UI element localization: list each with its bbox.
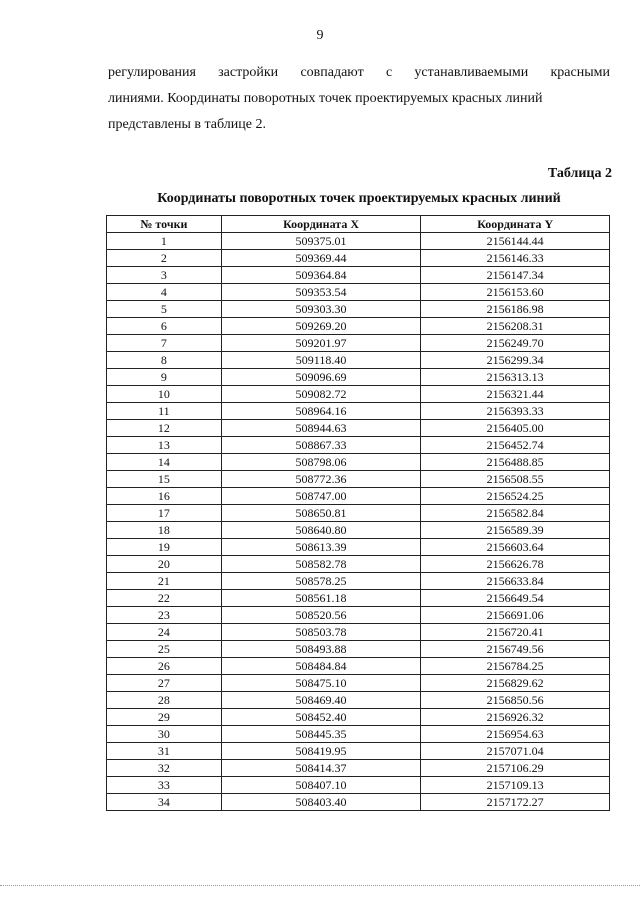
point-number-cell: 5 bbox=[107, 301, 222, 318]
point-number-cell: 32 bbox=[107, 760, 222, 777]
coordinate-y-cell: 2156926.32 bbox=[421, 709, 610, 726]
coordinate-x-cell: 508469.40 bbox=[221, 692, 421, 709]
point-number-cell: 2 bbox=[107, 250, 222, 267]
table-row bbox=[107, 624, 610, 641]
coordinate-y-cell: 2157109.13 bbox=[421, 777, 610, 794]
table-row bbox=[107, 335, 610, 352]
coordinate-y-cell: 2156626.78 bbox=[421, 556, 610, 573]
coordinate-x-cell: 508867.33 bbox=[221, 437, 421, 454]
point-number-cell: 8 bbox=[107, 352, 222, 369]
table-row bbox=[107, 233, 610, 250]
coordinate-x-cell: 508403.40 bbox=[221, 794, 421, 811]
coordinate-x-cell: 509118.40 bbox=[221, 352, 421, 369]
coordinate-y-cell: 2156452.74 bbox=[421, 437, 610, 454]
header-coordinate-x: Координата X bbox=[221, 216, 421, 233]
coordinate-y-cell: 2156749.56 bbox=[421, 641, 610, 658]
coordinate-y-cell: 2156508.55 bbox=[421, 471, 610, 488]
coordinate-y-cell: 2156850.56 bbox=[421, 692, 610, 709]
coordinate-x-cell: 508445.35 bbox=[221, 726, 421, 743]
point-number-cell: 31 bbox=[107, 743, 222, 760]
paragraph-word: красными bbox=[550, 65, 610, 80]
coordinate-x-cell: 509201.97 bbox=[221, 335, 421, 352]
coordinate-y-cell: 2156208.31 bbox=[421, 318, 610, 335]
point-number-cell: 33 bbox=[107, 777, 222, 794]
table-row bbox=[107, 505, 610, 522]
coordinate-y-cell: 2156603.64 bbox=[421, 539, 610, 556]
paragraph-word: устанавливаемыми bbox=[414, 65, 529, 80]
point-number-cell: 19 bbox=[107, 539, 222, 556]
point-number-cell: 34 bbox=[107, 794, 222, 811]
coordinate-x-cell: 508798.06 bbox=[221, 454, 421, 471]
table-row bbox=[107, 675, 610, 692]
coordinate-x-cell: 509364.84 bbox=[221, 267, 421, 284]
table-row bbox=[107, 437, 610, 454]
coordinate-x-cell: 508452.40 bbox=[221, 709, 421, 726]
coordinate-x-cell: 508561.18 bbox=[221, 590, 421, 607]
table-body bbox=[107, 233, 610, 811]
coordinate-y-cell: 2156633.84 bbox=[421, 573, 610, 590]
paragraph-word: застройки bbox=[218, 65, 279, 80]
table-row bbox=[107, 386, 610, 403]
coordinate-y-cell: 2156321.44 bbox=[421, 386, 610, 403]
point-number-cell: 24 bbox=[107, 624, 222, 641]
table-label: Таблица 2 bbox=[547, 166, 612, 181]
point-number-cell: 10 bbox=[107, 386, 222, 403]
table-row bbox=[107, 658, 610, 675]
header-point-number: № точки bbox=[107, 216, 222, 233]
coordinate-x-cell: 508484.84 bbox=[221, 658, 421, 675]
coordinate-y-cell: 2156144.44 bbox=[421, 233, 610, 250]
point-number-cell: 3 bbox=[107, 267, 222, 284]
coordinate-x-cell: 508493.88 bbox=[221, 641, 421, 658]
table-row bbox=[107, 454, 610, 471]
coordinate-x-cell: 508944.63 bbox=[221, 420, 421, 437]
table-row bbox=[107, 539, 610, 556]
coordinate-x-cell: 509082.72 bbox=[221, 386, 421, 403]
coordinate-x-cell: 508613.39 bbox=[221, 539, 421, 556]
table-row bbox=[107, 352, 610, 369]
coordinate-x-cell: 508650.81 bbox=[221, 505, 421, 522]
coordinate-y-cell: 2156582.84 bbox=[421, 505, 610, 522]
paragraph-word: с bbox=[385, 65, 393, 80]
coordinate-x-cell: 509269.20 bbox=[221, 318, 421, 335]
point-number-cell: 18 bbox=[107, 522, 222, 539]
coordinate-x-cell: 509375.01 bbox=[221, 233, 421, 250]
table-row bbox=[107, 743, 610, 760]
coordinate-y-cell: 2156691.06 bbox=[421, 607, 610, 624]
table-row bbox=[107, 301, 610, 318]
table-row bbox=[107, 692, 610, 709]
point-number-cell: 30 bbox=[107, 726, 222, 743]
coordinate-y-cell: 2156147.34 bbox=[421, 267, 610, 284]
table-row bbox=[107, 607, 610, 624]
coordinate-x-cell: 509303.30 bbox=[221, 301, 421, 318]
table-row bbox=[107, 318, 610, 335]
table-row bbox=[107, 471, 610, 488]
point-number-cell: 6 bbox=[107, 318, 222, 335]
coordinate-y-cell: 2157106.29 bbox=[421, 760, 610, 777]
coordinate-x-cell: 509369.44 bbox=[221, 250, 421, 267]
table-row bbox=[107, 488, 610, 505]
coordinate-y-cell: 2156524.25 bbox=[421, 488, 610, 505]
coordinate-x-cell: 508407.10 bbox=[221, 777, 421, 794]
point-number-cell: 20 bbox=[107, 556, 222, 573]
paragraph-word: совпадают bbox=[300, 65, 364, 80]
table-row bbox=[107, 726, 610, 743]
footer-divider bbox=[0, 885, 640, 886]
coordinate-y-cell: 2156954.63 bbox=[421, 726, 610, 743]
coordinate-y-cell: 2156829.62 bbox=[421, 675, 610, 692]
coordinate-x-cell: 508414.37 bbox=[221, 760, 421, 777]
page-number: 9 bbox=[316, 28, 324, 43]
coordinate-y-cell: 2156153.60 bbox=[421, 284, 610, 301]
coordinate-y-cell: 2156249.70 bbox=[421, 335, 610, 352]
table-row bbox=[107, 709, 610, 726]
coordinate-y-cell: 2156299.34 bbox=[421, 352, 610, 369]
point-number-cell: 17 bbox=[107, 505, 222, 522]
point-number-cell: 1 bbox=[107, 233, 222, 250]
coordinate-y-cell: 2157172.27 bbox=[421, 794, 610, 811]
coordinate-x-cell: 508964.16 bbox=[221, 403, 421, 420]
coordinates-table bbox=[106, 215, 610, 811]
point-number-cell: 25 bbox=[107, 641, 222, 658]
coordinate-x-cell: 509096.69 bbox=[221, 369, 421, 386]
table-title: Координаты поворотных точек проектируемых красных линий bbox=[157, 191, 561, 206]
table-row bbox=[107, 369, 610, 386]
coordinate-x-cell: 508419.95 bbox=[221, 743, 421, 760]
point-number-cell: 22 bbox=[107, 590, 222, 607]
coordinate-x-cell: 508640.80 bbox=[221, 522, 421, 539]
point-number-cell: 12 bbox=[107, 420, 222, 437]
point-number-cell: 11 bbox=[107, 403, 222, 420]
header-coordinate-y: Координата Y bbox=[421, 216, 610, 233]
coordinate-y-cell: 2156784.25 bbox=[421, 658, 610, 675]
table-row bbox=[107, 556, 610, 573]
coordinate-y-cell: 2156186.98 bbox=[421, 301, 610, 318]
paragraph-line-1 bbox=[108, 60, 610, 86]
table-row bbox=[107, 777, 610, 794]
coordinate-y-cell: 2156313.13 bbox=[421, 369, 610, 386]
coordinate-x-cell: 508578.25 bbox=[221, 573, 421, 590]
table-header-row bbox=[107, 216, 610, 233]
table-row bbox=[107, 284, 610, 301]
point-number-cell: 4 bbox=[107, 284, 222, 301]
coordinate-y-cell: 2157071.04 bbox=[421, 743, 610, 760]
table-row bbox=[107, 522, 610, 539]
coordinate-y-cell: 2156405.00 bbox=[421, 420, 610, 437]
table-row bbox=[107, 420, 610, 437]
coordinate-y-cell: 2156720.41 bbox=[421, 624, 610, 641]
point-number-cell: 7 bbox=[107, 335, 222, 352]
table-row bbox=[107, 573, 610, 590]
point-number-cell: 23 bbox=[107, 607, 222, 624]
table-row bbox=[107, 267, 610, 284]
point-number-cell: 26 bbox=[107, 658, 222, 675]
coordinate-y-cell: 2156589.39 bbox=[421, 522, 610, 539]
coordinate-x-cell: 508475.10 bbox=[221, 675, 421, 692]
coordinate-x-cell: 508503.78 bbox=[221, 624, 421, 641]
paragraph-line-2: линиями. Координаты поворотных точек проектируемых красных линий bbox=[108, 91, 543, 106]
table-row bbox=[107, 794, 610, 811]
table-row bbox=[107, 250, 610, 267]
coordinate-x-cell: 509353.54 bbox=[221, 284, 421, 301]
point-number-cell: 14 bbox=[107, 454, 222, 471]
point-number-cell: 28 bbox=[107, 692, 222, 709]
coordinate-y-cell: 2156649.54 bbox=[421, 590, 610, 607]
coordinate-y-cell: 2156488.85 bbox=[421, 454, 610, 471]
paragraph-line-3: представлены в таблице 2. bbox=[108, 117, 266, 132]
intro-paragraph bbox=[108, 60, 610, 138]
point-number-cell: 16 bbox=[107, 488, 222, 505]
table-row bbox=[107, 590, 610, 607]
table-row bbox=[107, 760, 610, 777]
coordinate-x-cell: 508772.36 bbox=[221, 471, 421, 488]
point-number-cell: 15 bbox=[107, 471, 222, 488]
point-number-cell: 29 bbox=[107, 709, 222, 726]
paragraph-word: регулирования bbox=[108, 65, 196, 80]
point-number-cell: 21 bbox=[107, 573, 222, 590]
point-number-cell: 27 bbox=[107, 675, 222, 692]
table-row bbox=[107, 403, 610, 420]
table-row bbox=[107, 641, 610, 658]
coordinate-y-cell: 2156393.33 bbox=[421, 403, 610, 420]
coordinate-y-cell: 2156146.33 bbox=[421, 250, 610, 267]
point-number-cell: 9 bbox=[107, 369, 222, 386]
coordinate-x-cell: 508582.78 bbox=[221, 556, 421, 573]
coordinate-x-cell: 508520.56 bbox=[221, 607, 421, 624]
coordinate-x-cell: 508747.00 bbox=[221, 488, 421, 505]
point-number-cell: 13 bbox=[107, 437, 222, 454]
